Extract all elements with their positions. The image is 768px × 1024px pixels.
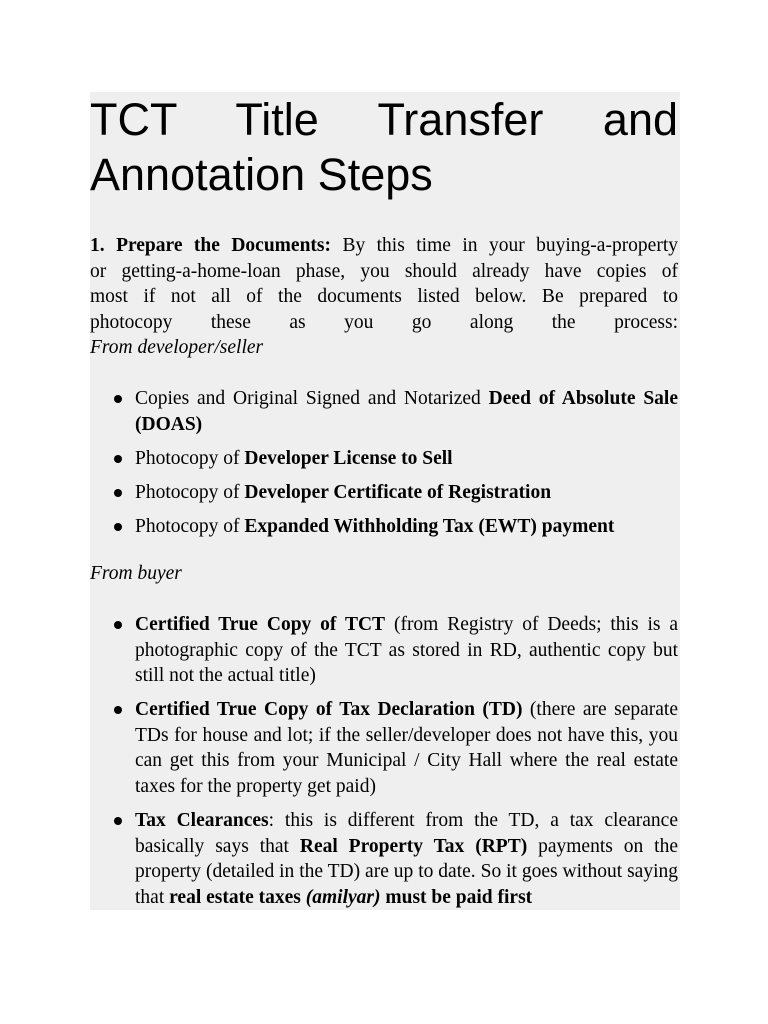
- buyer-documents-list: [90, 612, 678, 919]
- list-item: Photocopy of Developer License to Sell: [90, 446, 678, 472]
- list-item: Photocopy of Expanded Withholding Tax (EWT) payment: [90, 514, 678, 540]
- step-1-paragraph: [90, 233, 678, 361]
- list-item: Photocopy of Developer Certificate of Registration: [90, 480, 678, 506]
- from-developer-label: From developer/seller: [90, 337, 264, 359]
- step-1-heading: Prepare the Documents:: [116, 235, 332, 256]
- developer-documents-list: [90, 386, 678, 548]
- step-1-text-4: photocopy these as you go along the process:: [90, 311, 678, 333]
- list-item: Certified True Copy of TCT (from Registry of Deeds; this is a photographic copy of the TCT as stored in RD, authentic copy but still not the actual title): [90, 612, 678, 689]
- document-title: [90, 92, 678, 202]
- from-buyer-label: From buyer: [90, 563, 182, 584]
- list-item: Certified True Copy of Tax Declaration (TD) (there are separate TDs for house and lot; if the seller/developer does not have this, you can get this from your Municipal / City Hall where the real estate taxes for the property get paid): [90, 697, 678, 799]
- list-item: Copies and Original Signed and Notarized Deed of Absolute Sale (DOAS): [90, 386, 678, 437]
- shade-right: [678, 92, 680, 910]
- list-item: Tax Clearances: this is different from the TD, a tax clearance basically says that Real Property Tax (RPT) payments on the property (detailed in the TD) are up to date. So it goes without saying that real estate taxes (amilyar) must be paid first: [90, 808, 678, 910]
- step-1-text-1: By this time in your buying-a-property: [331, 235, 679, 256]
- step-1-text-2: or getting-a-home-loan phase, you should already have copies of: [90, 260, 678, 282]
- step-1-text-3: most if not all of the documents listed below. Be prepared to: [90, 286, 678, 308]
- step-1-number: 1.: [90, 235, 105, 256]
- title-line-2: Annotation Steps: [90, 149, 433, 200]
- title-line-1: TCT Title Transfer and: [90, 94, 678, 145]
